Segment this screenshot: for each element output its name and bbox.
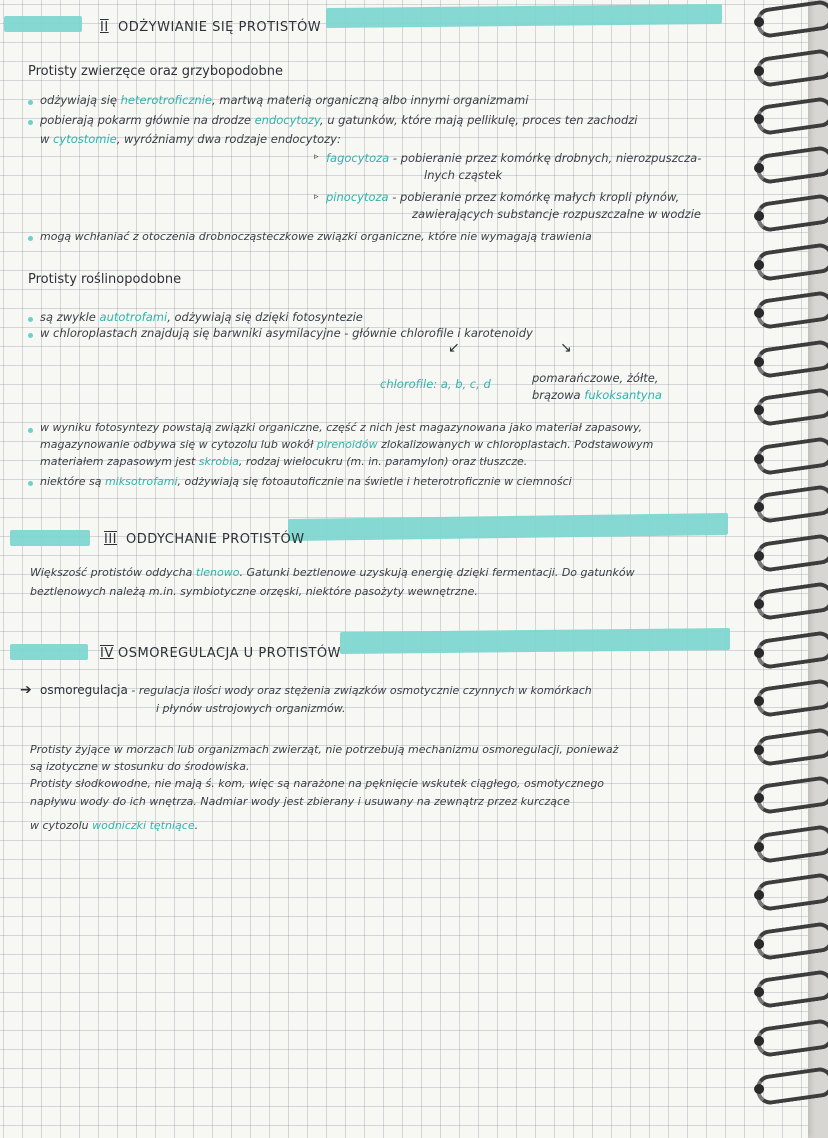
- spiral-coil: [754, 484, 828, 525]
- triangle-bullet-icon: ▹: [314, 152, 319, 162]
- highlight-bar: [4, 16, 82, 32]
- highlight-bar: [10, 644, 88, 660]
- spiral-coil: [754, 193, 828, 234]
- text-line: napływu wody do ich wnętrza. Nadmiar wody jest zbierany i usuwany na zewnątrz przez kurczące: [30, 795, 570, 808]
- bullet: [28, 120, 33, 125]
- text-line: w wyniku fotosyntezy powstają związki organiczne, część z nich jest magazynowana jako materiał zapasowy,: [40, 421, 643, 434]
- spiral-coil: [754, 775, 828, 816]
- text-line: beztlenowych należą m.in. symbiotyczne orzęski, niektóre pasożyty wewnętrzne.: [30, 585, 478, 598]
- spiral-coil: [754, 920, 828, 961]
- bullet: [28, 428, 33, 433]
- spiral-coil: [754, 0, 828, 39]
- spiral-coil: [754, 1066, 828, 1107]
- text-line: niektóre są miksotrofami, odżywiają się fotoautoficznie na świetle i heterotroficznie w ciemności: [40, 475, 572, 488]
- arrow-down-right-icon: ↘: [560, 340, 572, 356]
- highlight-bar: [288, 513, 728, 541]
- text-line: Protisty żyjące w morzach lub organizmach zwierząt, nie potrzebują mechanizmu osmoregulacji, ponieważ: [30, 743, 619, 756]
- highlight-bar: [340, 628, 730, 654]
- spiral-coil: [754, 969, 828, 1010]
- bullet: [28, 481, 33, 486]
- spiral-coil: [754, 96, 828, 137]
- text-line: materiałem zapasowym jest skrobia, rodzaj wielocukru (m. in. paramylon) oraz tłuszcze.: [40, 455, 528, 468]
- text-line: w cytostomie, wyróżniamy dwa rodzaje endocytozy:: [40, 132, 341, 146]
- triangle-bullet-icon: ▹: [314, 192, 319, 202]
- highlight-bar: [10, 530, 90, 546]
- subheading: Protisty roślinopodobne: [28, 272, 182, 287]
- highlight-bar: [326, 4, 722, 28]
- text-line: są zwykle autotrofami, odżywiają się dzięki fotosyntezie: [40, 310, 363, 324]
- spiral-coil: [754, 47, 828, 88]
- section-numeral: III: [104, 532, 118, 547]
- spiral-coil: [754, 290, 828, 331]
- spiral-coil: [754, 435, 828, 476]
- section-title: OSMOREGULACJA U PROTISTÓW: [118, 646, 341, 661]
- arrow-down-left-icon: ↙: [448, 340, 460, 356]
- bullet: [28, 236, 33, 241]
- chlorophyll-list: chlorofile: a, b, c, d: [380, 377, 491, 391]
- text-line: pinocytoza - pobieranie przez komórkę małych kropli płynów,: [326, 190, 680, 204]
- text-line: magazynowanie odbywa się w cytozolu lub wokół pirenoidów zlokalizowanych w chloroplastach. Podstawowym: [40, 438, 654, 451]
- section-title: ODŻYWIANIE SIĘ PROTISTÓW: [118, 20, 322, 35]
- spiral-coil: [754, 872, 828, 913]
- text-line: fagocytoza - pobieranie przez komórkę drobnych, nierozpuszcza-: [326, 151, 702, 165]
- text-line: zawierających substancje rozpuszczalne w wodzie: [412, 207, 701, 221]
- text-line: osmoregulacja - regulacja ilości wody oraz stężenia związków osmotycznie czynnych w komórkach: [40, 683, 592, 697]
- text-line: pobierają pokarm głównie na drodze endocytozy, u gatunków, które mają pellikulę, proces ten zachodzi: [40, 113, 638, 127]
- spiral-coil: [754, 387, 828, 428]
- bullet: [28, 317, 33, 322]
- spiral-coil: [754, 678, 828, 719]
- spiral-coil: [754, 338, 828, 379]
- subheading: Protisty zwierzęce oraz grzybopodobne: [28, 64, 283, 79]
- spiral-coil: [754, 241, 828, 282]
- carotenoid-colors: pomarańczowe, żółte,: [532, 371, 659, 385]
- text-line: Większość protistów oddycha tlenowo. Gatunki beztlenowe uzyskują energię dzięki fermentacji. Do gatunków: [30, 566, 635, 579]
- spiral-coil: [754, 144, 828, 185]
- spiral-coil: [754, 581, 828, 622]
- spiral-coil: [754, 629, 828, 670]
- arrow-right-icon: ➔: [20, 682, 32, 698]
- spiral-coil: [754, 532, 828, 573]
- bullet: [28, 100, 33, 105]
- section-numeral: II: [100, 20, 109, 35]
- text-line: mogą wchłaniać z otoczenia drobnocząsteczkowe związki organiczne, które nie wymagają trawienia: [40, 230, 592, 243]
- text-line: lnych cząstek: [424, 168, 503, 182]
- text-line: Protisty słodkowodne, nie mają ś. kom, więc są narażone na pęknięcie wskutek ciągłego, osmotycznego: [30, 777, 605, 790]
- bullet: [28, 333, 33, 338]
- carotenoid-pigment: brązowa fukoksantyna: [532, 388, 662, 402]
- spiral-coil: [754, 823, 828, 864]
- section-numeral: IV: [100, 646, 114, 661]
- spiral-coil: [754, 726, 828, 767]
- spiral-coil: [754, 1017, 828, 1058]
- spiral-binding: [748, 0, 828, 1138]
- text-line: w cytozolu wodniczki tętniące.: [30, 819, 199, 832]
- text-line: odżywiają się heterotroficznie, martwą materią organiczną albo innymi organizmami: [40, 93, 529, 107]
- text-line: są izotyczne w stosunku do środowiska.: [30, 760, 250, 773]
- text-line: w chloroplastach znajdują się barwniki asymilacyjne - głównie chlorofile i karotenoidy: [40, 326, 533, 340]
- section-title: ODDYCHANIE PROTISTÓW: [126, 532, 305, 547]
- text-line: i płynów ustrojowych organizmów.: [156, 702, 346, 715]
